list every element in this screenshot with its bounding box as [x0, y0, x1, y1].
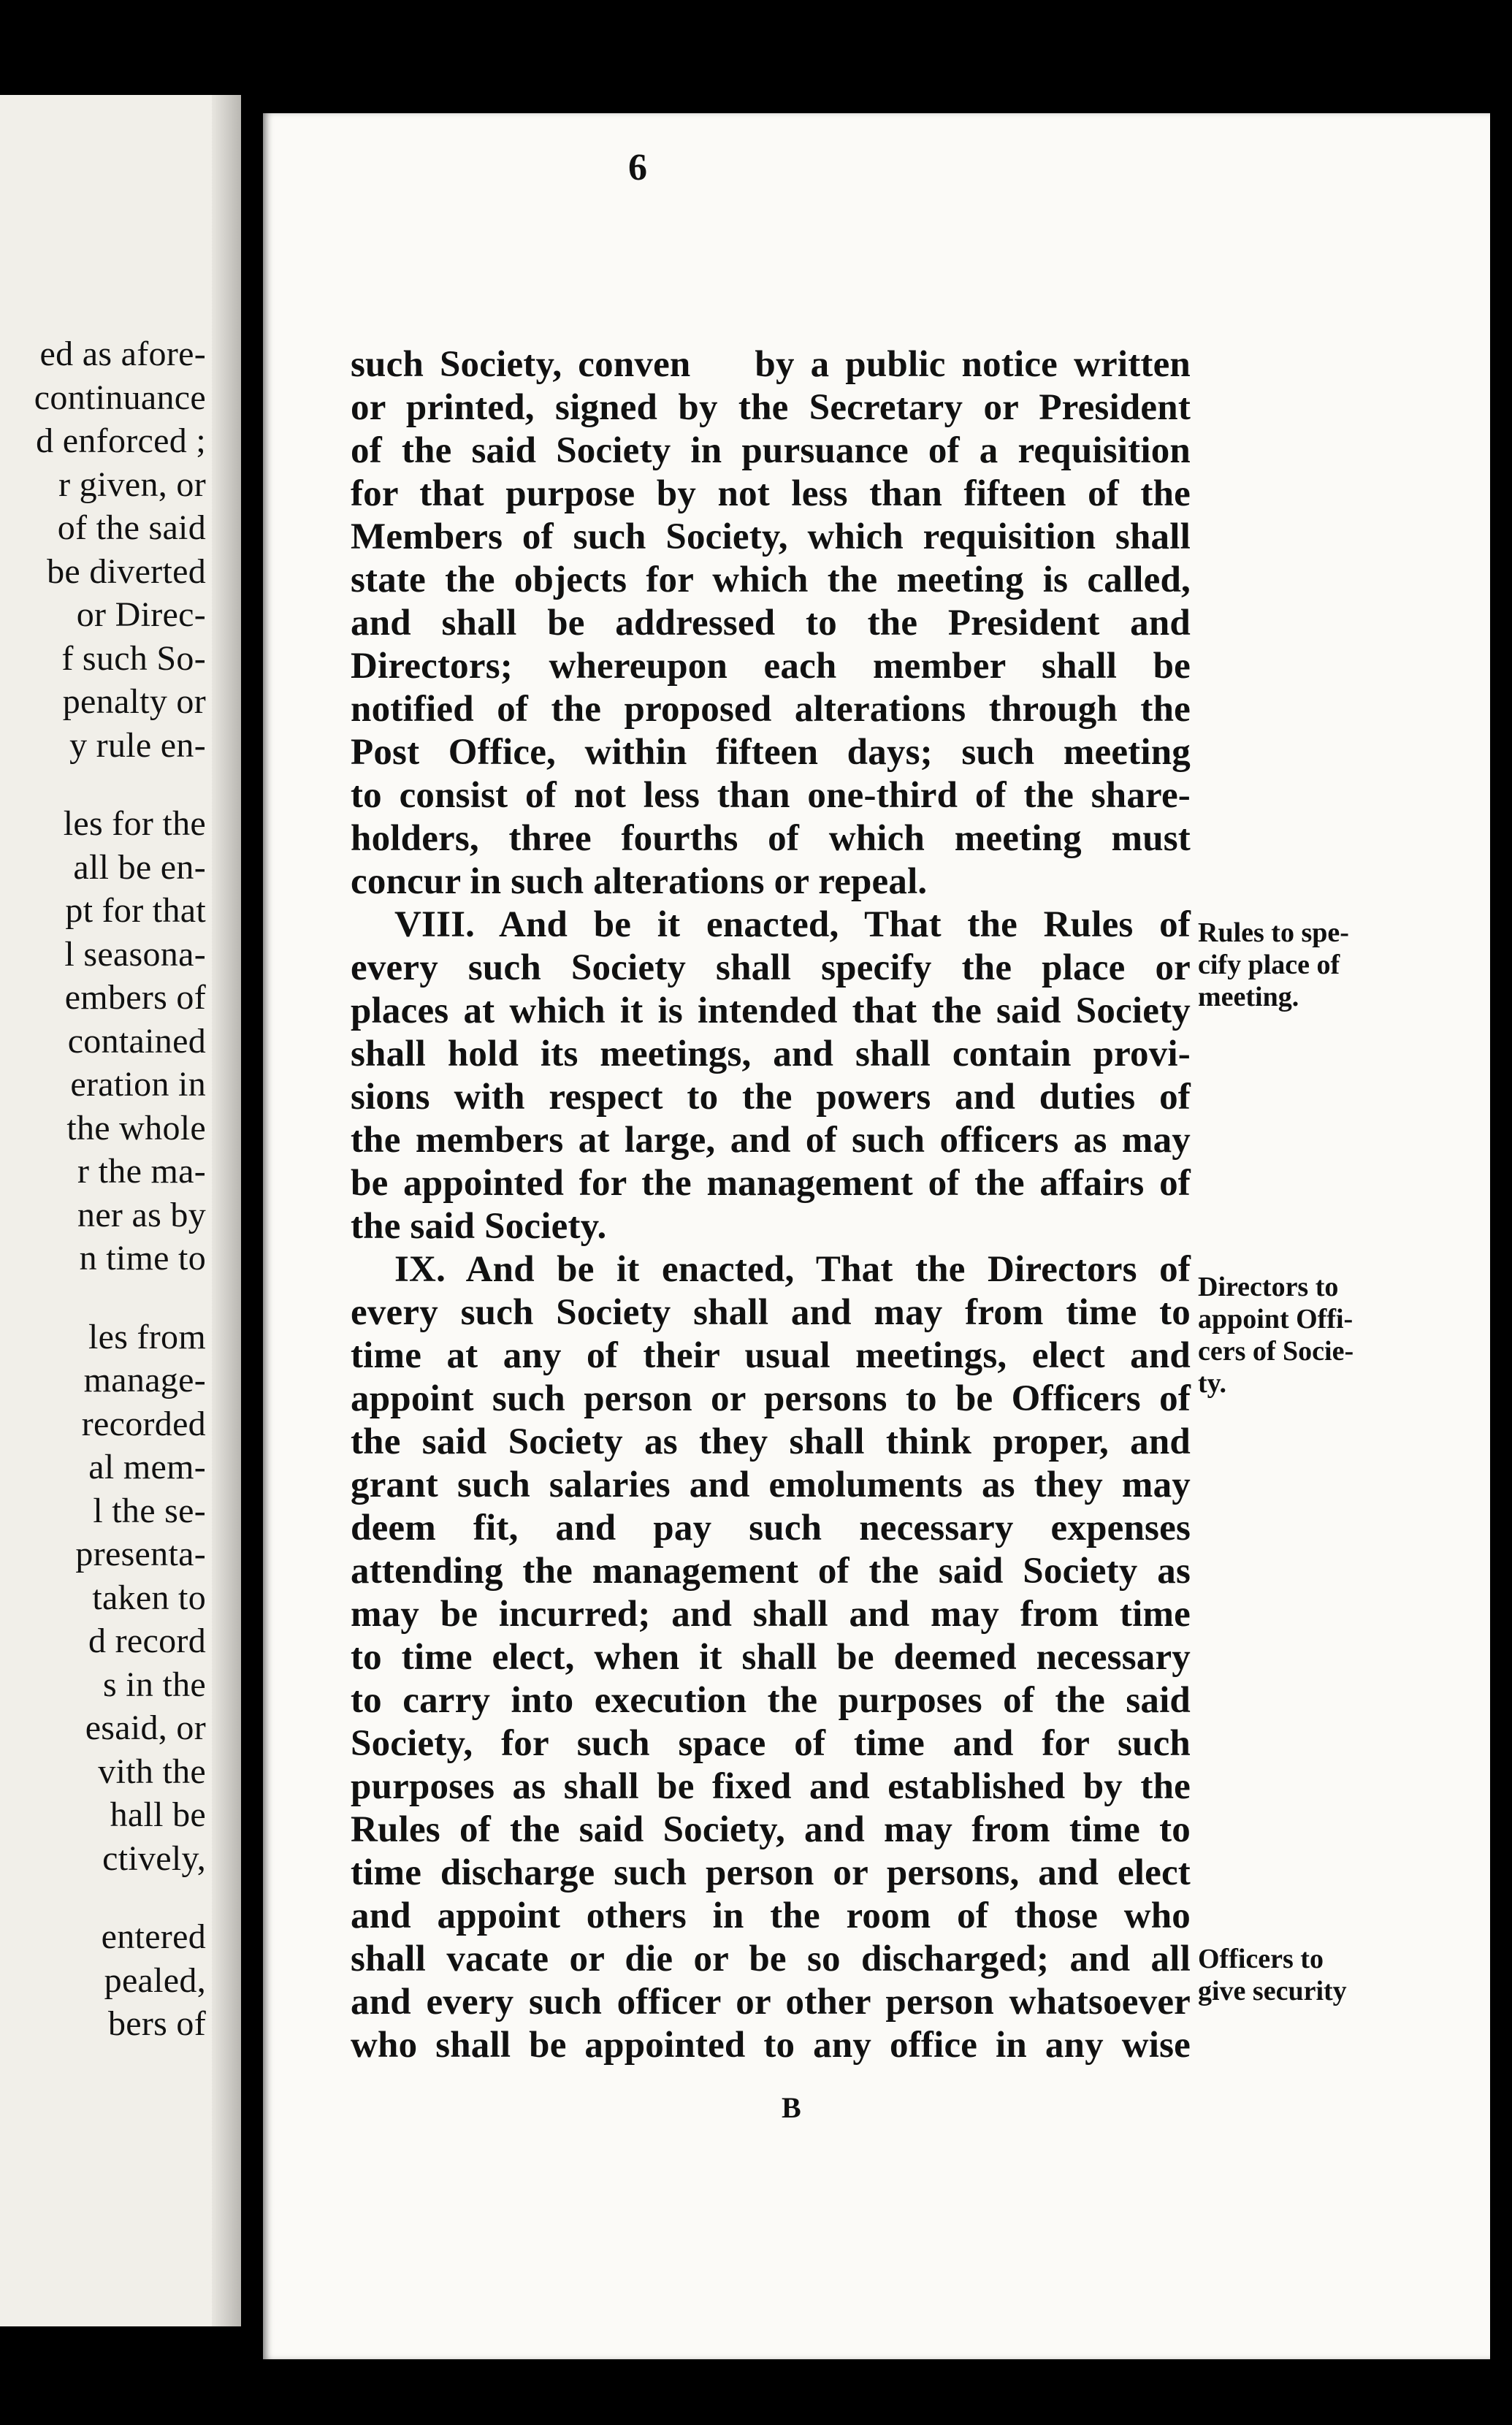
- left-line: les from: [88, 1317, 206, 1356]
- left-line: r the ma-: [77, 1152, 206, 1191]
- left-line: r given, or: [58, 465, 206, 504]
- left-line: s in the: [102, 1665, 206, 1704]
- body-line: Rules of the said Society, and may from time to: [351, 1809, 1191, 1850]
- body-line: every such Society shall specify the place or: [351, 947, 1191, 988]
- body-line: notified of the proposed alterations through the: [351, 689, 1191, 730]
- margin-note-line: Rules to spe-: [1198, 917, 1349, 948]
- left-line: all be en-: [73, 847, 206, 887]
- signature-mark: B: [782, 2091, 801, 2124]
- left-page-text: [34, 332, 206, 2046]
- body-line: and appoint others in the room of those who: [351, 1895, 1191, 1936]
- body-line: the said Society as they shall think proper, and: [351, 1421, 1191, 1462]
- left-line: of the said: [57, 508, 206, 547]
- left-line: ctively,: [102, 1838, 206, 1878]
- left-line: entered: [101, 1917, 206, 1956]
- body-line: state the objects for which the meeting is called,: [351, 560, 1191, 600]
- left-line: al mem-: [88, 1448, 206, 1486]
- margin-note-line: Directors to: [1198, 1272, 1339, 1302]
- left-line: embers of: [64, 978, 206, 1017]
- body-line: the said Society.: [351, 1206, 607, 1247]
- body-line: such Society, conven by a public notice written: [351, 344, 1191, 385]
- margin-note-line: cers of Socie-: [1198, 1336, 1354, 1367]
- left-line: contained: [67, 1021, 206, 1061]
- left-line: ed as afore-: [39, 335, 206, 373]
- left-line: recorded: [81, 1404, 206, 1443]
- body-line: the members at large, and of such officers as may: [351, 1120, 1191, 1161]
- left-line: l the se-: [93, 1491, 206, 1530]
- left-line: be diverted: [47, 551, 206, 591]
- body-line: to consist of not less than one-third of the share-: [351, 775, 1191, 816]
- body-line: of the said Society in pursuance of a requisition: [351, 430, 1191, 471]
- body-line: IX. And be it enacted, That the Directors of: [394, 1249, 1191, 1290]
- body-line: may be incurred; and shall and may from time: [351, 1594, 1191, 1635]
- body-line: time at any of their usual meetings, elect and: [351, 1335, 1191, 1376]
- body-text-column: [351, 343, 1191, 2067]
- body-line: shall hold its meetings, and shall contain provi-: [351, 1034, 1191, 1074]
- body-line: to carry into execution the purposes of the said: [351, 1680, 1191, 1721]
- margin-note-line: cify place of: [1198, 950, 1340, 980]
- body-line: Members of such Society, which requisition shall: [351, 516, 1191, 557]
- left-line: presenta-: [75, 1535, 206, 1573]
- margin-note-line: give security: [1198, 1976, 1347, 2006]
- body-line: and every such officer or other person whatsoever: [351, 1982, 1191, 2023]
- body-line: VIII. And be it enacted, That the Rules of: [394, 904, 1191, 945]
- left-line: y rule en-: [69, 725, 206, 765]
- body-line: deem fit, and pay such necessary expenses: [351, 1508, 1191, 1548]
- page-number: 6: [628, 147, 647, 188]
- left-line: d record: [88, 1622, 206, 1660]
- left-line: taken to: [92, 1578, 206, 1617]
- left-line: f such So-: [61, 638, 206, 678]
- margin-note-directors-officers: [1198, 1271, 1388, 1399]
- left-line: or Direc-: [76, 595, 206, 634]
- left-line: eration in: [70, 1065, 206, 1104]
- body-line: Society, for such space of time and for such: [351, 1723, 1191, 1764]
- left-line: bers of: [107, 2004, 206, 2043]
- body-line: every such Society shall and may from time to: [351, 1292, 1191, 1333]
- left-line: les for the: [63, 804, 206, 843]
- left-line: ner as by: [77, 1195, 206, 1234]
- body-line: purposes as shall be fixed and established by the: [351, 1766, 1191, 1807]
- left-line: the whole: [66, 1108, 206, 1147]
- body-line: or printed, signed by the Secretary or President: [351, 387, 1191, 428]
- margin-note-line: Officers to: [1198, 1944, 1324, 1974]
- left-line: l seasona-: [64, 934, 206, 974]
- margin-note-line: meeting.: [1198, 982, 1299, 1012]
- body-line: who shall be appointed to any office in any wise: [351, 2025, 1191, 2066]
- body-line: shall vacate or die or be so discharged; and all: [351, 1939, 1191, 1979]
- body-line: concur in such alterations or repeal.: [351, 861, 928, 902]
- left-facing-page: [0, 95, 241, 2326]
- body-line: be appointed for the management of the affairs of: [351, 1163, 1191, 1204]
- body-line: for that purpose by not less than fifteen of the: [351, 473, 1191, 514]
- left-line: manage-: [83, 1361, 206, 1399]
- body-line: sions with respect to the powers and duties of: [351, 1077, 1191, 1118]
- body-line: attending the management of the said Society as: [351, 1551, 1191, 1592]
- left-line: esaid, or: [85, 1708, 206, 1747]
- margin-note-officers-security: [1198, 1943, 1388, 2007]
- body-line: grant such salaries and emoluments as they may: [351, 1464, 1191, 1505]
- left-line: pealed,: [104, 1960, 206, 2000]
- left-line: penalty or: [62, 682, 206, 721]
- left-line: d enforced ;: [36, 421, 206, 460]
- body-line: places at which it is intended that the said Society: [351, 990, 1191, 1031]
- body-line: time discharge such person or persons, and elect: [351, 1852, 1191, 1893]
- left-line: continuance: [34, 378, 206, 417]
- body-line: appoint such person or persons to be Officers of: [351, 1378, 1191, 1419]
- body-line: holders, three fourths of which meeting must: [351, 818, 1191, 859]
- left-line: vith the: [98, 1752, 206, 1791]
- margin-note-rules-meeting: [1198, 917, 1388, 1013]
- body-line: Post Office, within fifteen days; such meeting: [351, 732, 1191, 773]
- margin-note-line: appoint Offi-: [1198, 1304, 1353, 1334]
- page-gutter-shadow: [212, 95, 241, 2326]
- body-line: Directors; whereupon each member shall be: [351, 646, 1191, 687]
- left-line: pt for that: [65, 891, 206, 930]
- margin-note-line: ty.: [1198, 1368, 1227, 1399]
- body-line: and shall be addressed to the President and: [351, 603, 1191, 644]
- body-line: to time elect, when it shall be deemed necessary: [351, 1637, 1191, 1678]
- left-line: n time to: [79, 1239, 206, 1278]
- left-line: hall be: [110, 1795, 206, 1834]
